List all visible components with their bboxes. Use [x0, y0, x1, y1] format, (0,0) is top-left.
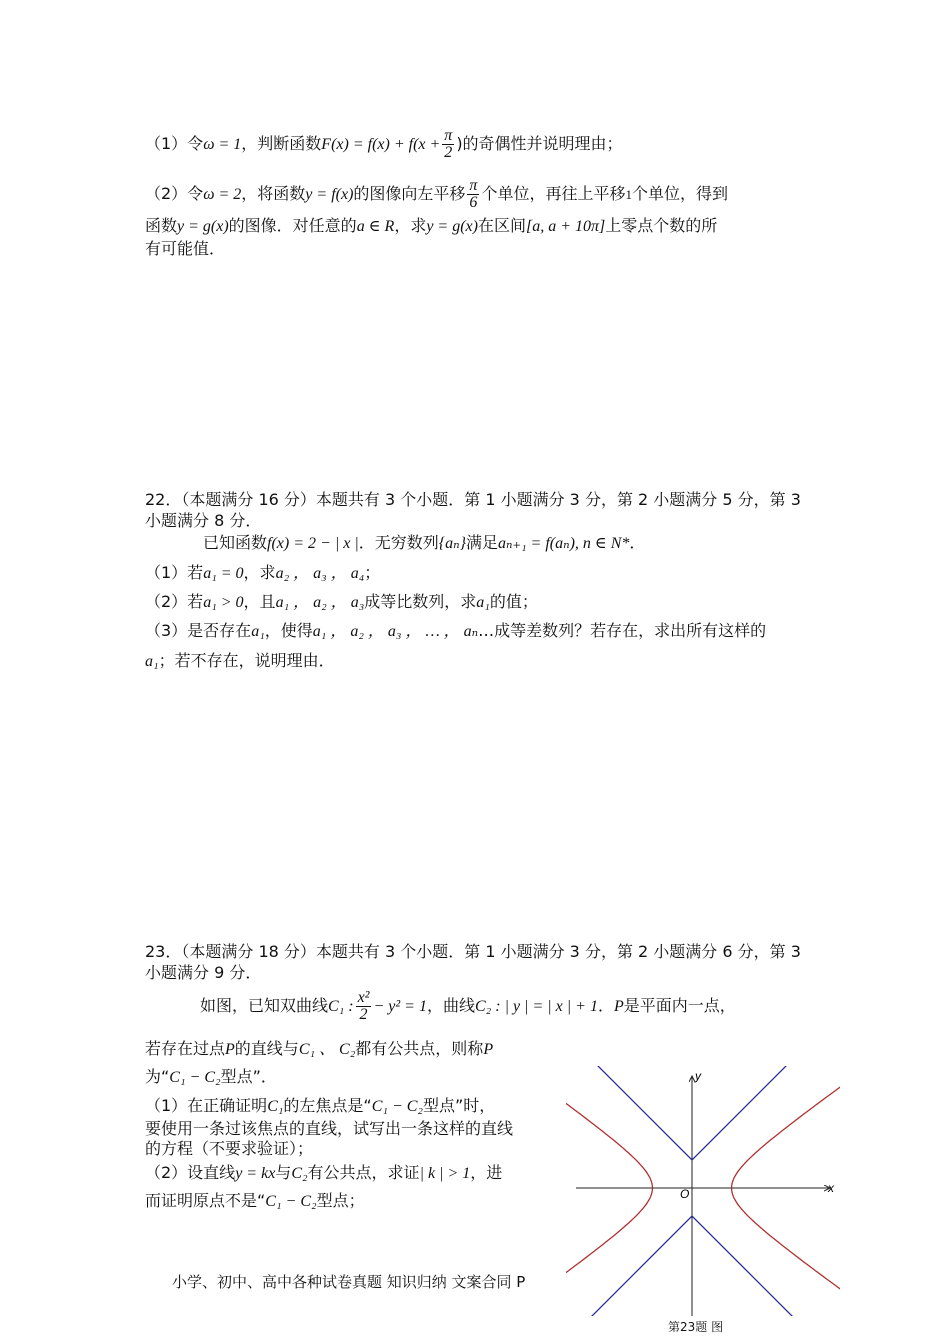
q23-part1-line3: 的方程（不要求验证）； — [145, 1139, 314, 1158]
hyperbola-left-branch — [566, 1066, 652, 1316]
q23-intro: 如图，已知双曲线C₁ : $\frac{\text{x²}}{2}$ − y² = 1，曲线C₂ : | y | = | x | + 1．P是平面内一点， — [200, 989, 736, 1023]
hyperbola-figure — [566, 1066, 840, 1316]
q23-part2-line2: 而证明原点不是“C₁ − C₂型点； — [145, 1191, 365, 1210]
q21-part2-line1: （2）令ω = 2，将函数y = f(x)的图像向左平移 $\frac{\pi}{6}$ 个单位，再往上平移1个单位，得到 — [145, 177, 728, 211]
q23-part1-line2: 要使用一条过该焦点的直线，试写出一条这样的直线 — [145, 1119, 514, 1138]
q21-part2-line2: 函数y = g(x)的图像．对任意的a ∈ R，求y = g(x)在区间[a, a + 10π]上零点个数的所 — [145, 216, 718, 235]
q23-definition-line2: 为“C₁ − C₂型点”． — [145, 1067, 277, 1086]
q22-header-line2: 小题满分 8 分． — [145, 511, 262, 530]
q23-definition-line1: 若存在过点P的直线与C₁ 、 C₂都有公共点，则称P — [145, 1039, 494, 1058]
q23-part2-line1: （2）设直线y = kx与C₂有公共点，求证| k | > 1，进 — [145, 1163, 503, 1182]
q22-intro: 已知函数f(x) = 2 − | x |．无穷数列{aₙ}满足aₙ₊₁ = f(aₙ), n ∈ N*． — [203, 533, 646, 552]
y-axis-label: y — [695, 1069, 701, 1083]
q22-part3-line2: a₁；若不存在，说明理由． — [145, 651, 335, 670]
x-axis-label: x — [828, 1181, 834, 1195]
fraction-pi-over-6: $\frac{\pi}{6}$ — [469, 177, 478, 211]
q22-part1: （1）若a₁ = 0，求a₂ ， a₃ ， a₄； — [145, 563, 381, 582]
q23-part1-line1: （1）在正确证明C₁的左焦点是“C₁ − C₂型点”时， — [145, 1096, 496, 1115]
q22-header-line1: 22．（本题满分 16 分）本题共有 3 个小题．第 1 小题满分 3 分，第 2 小题满分 5 分，第 3 — [145, 490, 801, 509]
origin-label: O — [680, 1187, 690, 1201]
q23-header-line1: 23．（本题满分 18 分）本题共有 3 个小题．第 1 小题满分 3 分，第 2 小题满分 6 分，第 3 — [145, 942, 801, 961]
q21-part2-line3: 有可能值． — [145, 239, 226, 258]
q23-header-line2: 小题满分 9 分． — [145, 963, 262, 982]
fraction-x2-over-2: $\frac{\text{x²}}{2}$ — [357, 989, 370, 1023]
q22-part3-line1: （3）是否存在a₁，使得a₁ ， a₂ ， a₃ ， … ， aₙ…成等差数列？若存在，求出所有这样的 — [145, 621, 767, 640]
footer-text: 小学、初中、高中各种试卷真题 知识归纳 文案合同 P — [172, 1273, 526, 1291]
figure-caption: 第23题 图 — [668, 1320, 724, 1334]
fraction-pi-over-2: $\frac{\pi}{2}$ — [444, 127, 453, 161]
q22-part2: （2）若a₁ > 0，且a₁ ， a₂ ， a₃成等比数列，求a₁的值； — [145, 592, 538, 611]
q21-part1: （1）令ω = 1，判断函数F(x) = f(x) + f(x + $\frac{\pi}{2}$ )的奇偶性并说明理由； — [145, 127, 623, 161]
